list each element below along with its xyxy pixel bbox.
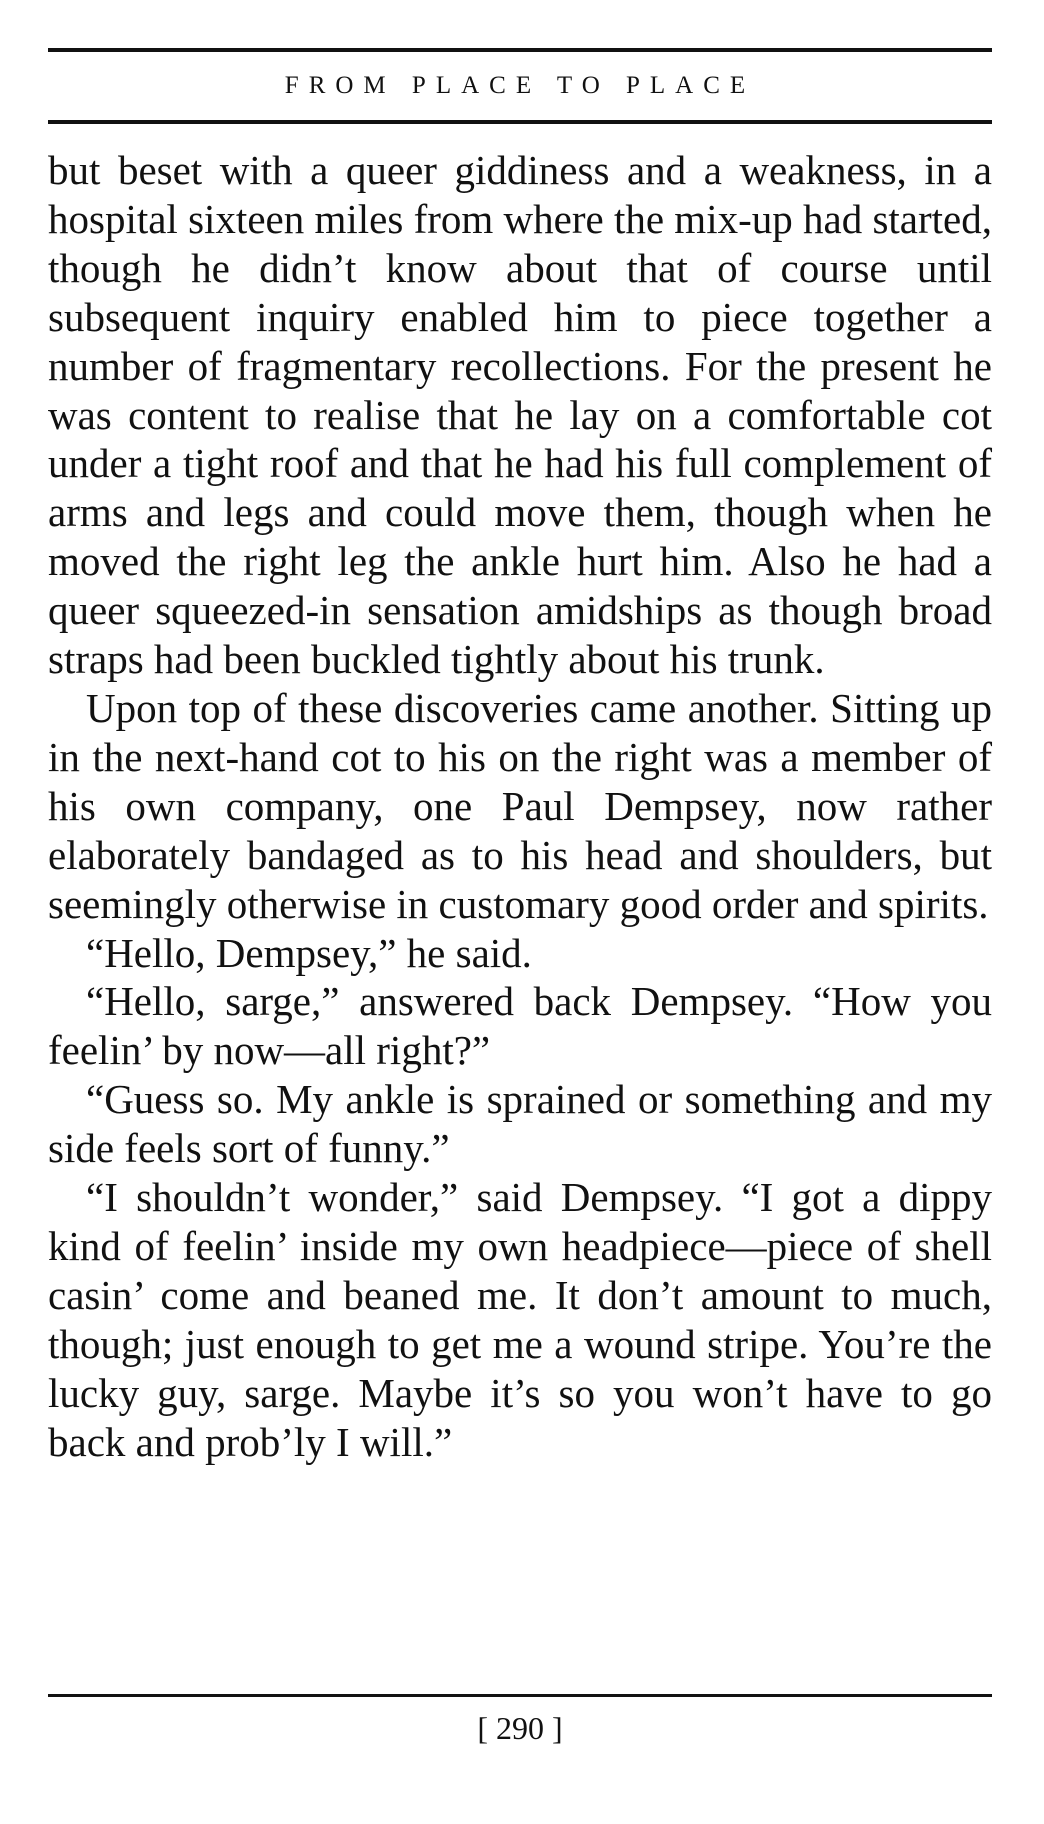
- paragraph-dialogue: “Guess so. My ankle is sprained or something and my side feels sort of funny.”: [48, 1076, 992, 1172]
- book-page: [48, 48, 992, 1788]
- paragraph-dialogue: “Hello, sarge,” answered back Dempsey. “How you feelin’ by now—all right?”: [48, 978, 992, 1074]
- running-head: FROM PLACE TO PLACE: [284, 72, 756, 99]
- paragraph-dialogue: “Hello, Dempsey,” he said.: [86, 929, 532, 976]
- footer-rule: [48, 1694, 992, 1697]
- page-number: [ 290 ]: [477, 1710, 563, 1746]
- paragraph-dialogue: “I shouldn’t wonder,” said Dempsey. “I got a dippy kind of feelin’ inside my own headpiece—piece of shell casin’ come and beaned me. It don’t amount to much, though; just enough to get me a wound stripe. You’re the lucky guy, sarge. Maybe it’s so you won’t have to go back and prob’ly I will.”: [48, 1174, 992, 1465]
- paragraph: Upon top of these discoveries came another. Sitting up in the next-hand cot to his on the right was a member of his own company, one Paul Dempsey, now rather elaborately bandaged as to his head and shoulders, but seemingly otherwise in customary good order and spirits.: [48, 684, 992, 927]
- paragraph-continued: but beset with a queer giddiness and a weakness, in a hospital sixteen miles from where the mix-up had started, though he didn’t know about that of course until subsequent inquiry enabled him to piece together a number of fragmentary recollections. For the present he was content to realise that he lay on a comfortable cot under a tight roof and that he had his full complement of arms and legs and could move them, though when he moved the right leg the ankle hurt him. Also he had a queer squeezed-in sensation amidships as though broad straps had been buckled tightly about his trunk.: [48, 147, 992, 683]
- body-text: [48, 146, 992, 1466]
- header-rule-bottom: [48, 120, 992, 124]
- header-rule-top: [48, 48, 992, 52]
